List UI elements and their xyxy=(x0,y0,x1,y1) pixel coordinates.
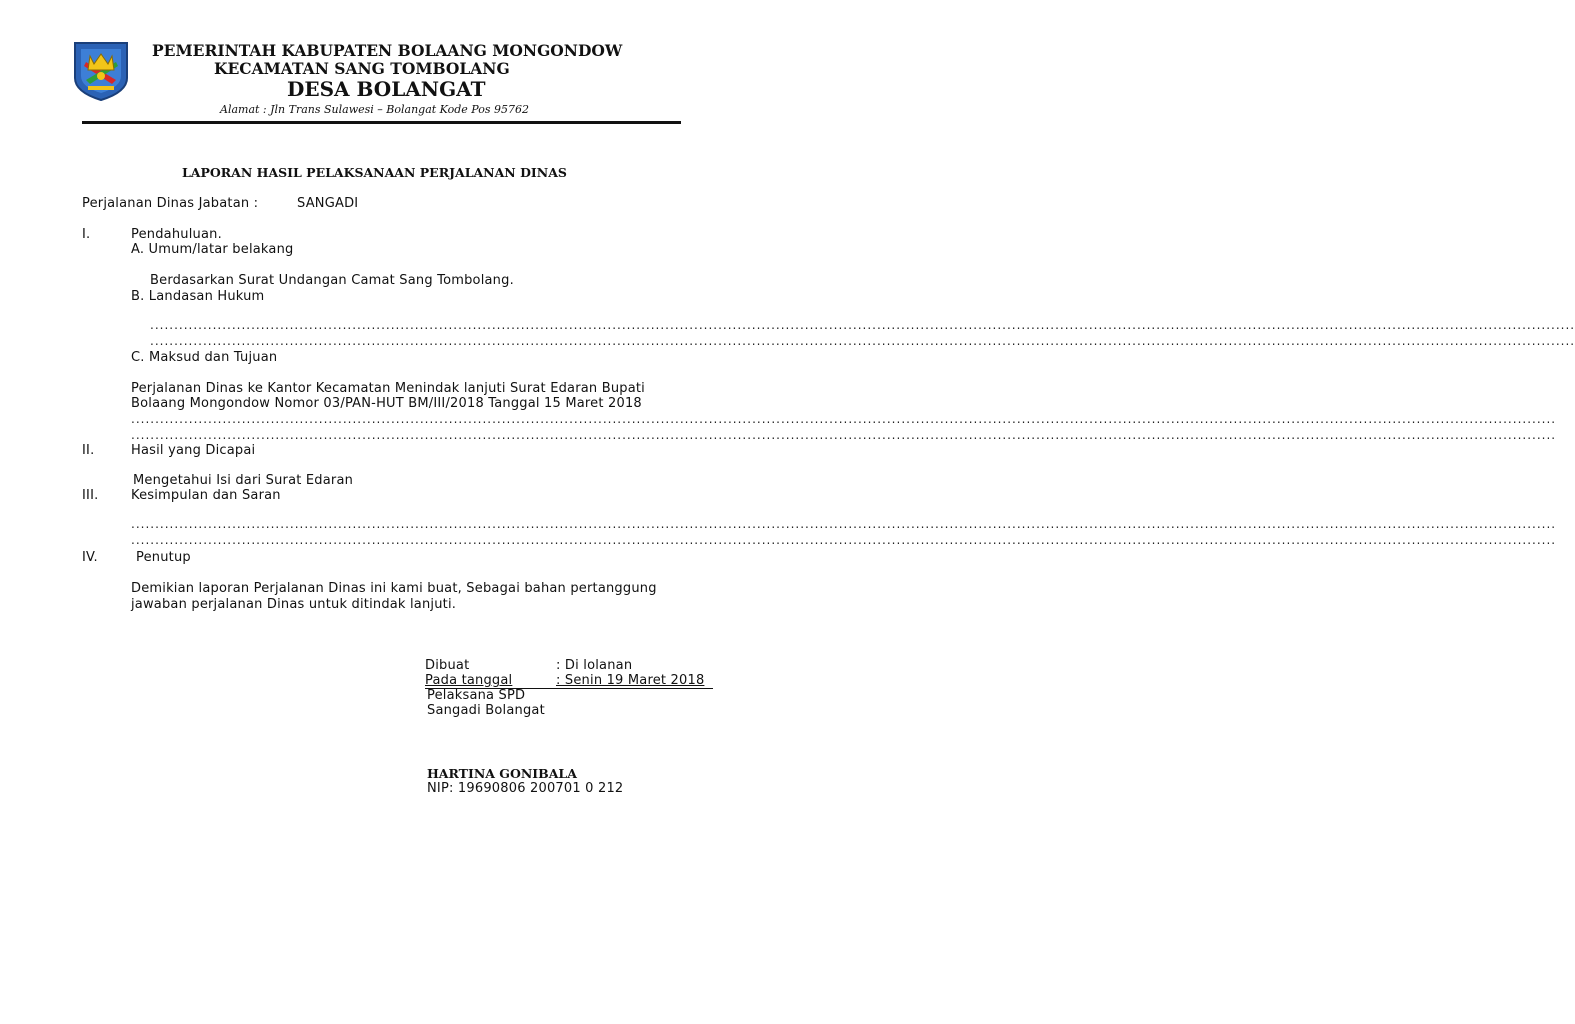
header-district-line: KECAMATAN SANG TOMBOLANG xyxy=(214,59,510,78)
section-4-text-line1: Demikian laporan Perjalanan Dinas ini kami buat, Sebagai bahan pertanggung xyxy=(131,581,657,596)
header-rule-thick xyxy=(82,121,681,124)
section-1-number: I. xyxy=(82,227,91,242)
dibuat-value: : Di lolanan xyxy=(556,658,633,673)
tanggal-value: : Senin 19 Maret 2018 xyxy=(556,673,705,688)
section-4-number: IV. xyxy=(82,550,98,565)
section-3-number: III. xyxy=(82,488,99,503)
section-2-number: II. xyxy=(82,443,95,458)
subsection-c-text-line2: Bolaang Mongondow Nomor 03/PAN-HUT BM/III/2018 Tanggal 15 Maret 2018 xyxy=(131,396,642,411)
jabatan-value: SANGADI xyxy=(297,196,359,211)
section-2-text: Mengetahui Isi dari Surat Edaran xyxy=(133,473,354,488)
signer-role-line2: Sangadi Bolangat xyxy=(427,703,545,718)
jabatan-label: Perjalanan Dinas Jabatan : xyxy=(82,196,259,211)
subsection-a-label: A. Umum/latar belakang xyxy=(131,242,294,257)
signer-name: HARTINA GONIBALA xyxy=(427,766,577,781)
subsection-b-label: B. Landasan Hukum xyxy=(131,289,265,304)
header-government-line: PEMERINTAH KABUPATEN BOLAANG MONGONDOW xyxy=(152,41,623,60)
tanggal-label: Pada tanggal xyxy=(425,673,513,688)
subsection-c-text-line1: Perjalanan Dinas ke Kantor Kecamatan Menindak lanjuti Surat Edaran Bupati xyxy=(131,381,645,396)
dotted-fill-line: ........................................................................................................................................................................................................................................................................................................ xyxy=(131,533,1557,547)
subsection-a-text: Berdasarkan Surat Undangan Camat Sang Tombolang. xyxy=(150,273,514,288)
section-3-title: Kesimpulan dan Saran xyxy=(131,488,281,503)
section-4-title: Penutup xyxy=(136,550,191,565)
dibuat-label: Dibuat xyxy=(425,658,470,673)
dotted-fill-line: ........................................................................................................................................................................................................................................................................................................ xyxy=(131,517,1557,531)
dotted-fill-line: ........................................................................................................................................................................................................................................................................................................ xyxy=(150,318,1575,332)
dotted-fill-line: ........................................................................................................................................................................................................................................................................................................ xyxy=(150,334,1575,348)
dotted-fill-line: ........................................................................................................................................................................................................................................................................................................ xyxy=(131,412,1557,426)
dotted-fill-line: ........................................................................................................................................................................................................................................................................................................ xyxy=(131,428,1557,442)
regency-emblem-logo xyxy=(72,40,130,102)
signer-role-line1: Pelaksana SPD xyxy=(427,688,526,703)
section-2-title: Hasil yang Dicapai xyxy=(131,443,256,458)
signer-nip: NIP: 19690806 200701 0 212 xyxy=(427,781,624,796)
section-4-text-line2: jawaban perjalanan Dinas untuk ditindak lanjuti. xyxy=(131,597,457,612)
report-title: LAPORAN HASIL PELAKSANAAN PERJALANAN DINAS xyxy=(182,165,567,180)
header-address: Alamat : Jln Trans Sulawesi – Bolangat Kode Pos 95762 xyxy=(220,103,529,116)
header-village-name: DESA BOLANGAT xyxy=(287,77,486,101)
subsection-c-label: C. Maksud dan Tujuan xyxy=(131,350,278,365)
section-1-title: Pendahuluan. xyxy=(131,227,222,242)
